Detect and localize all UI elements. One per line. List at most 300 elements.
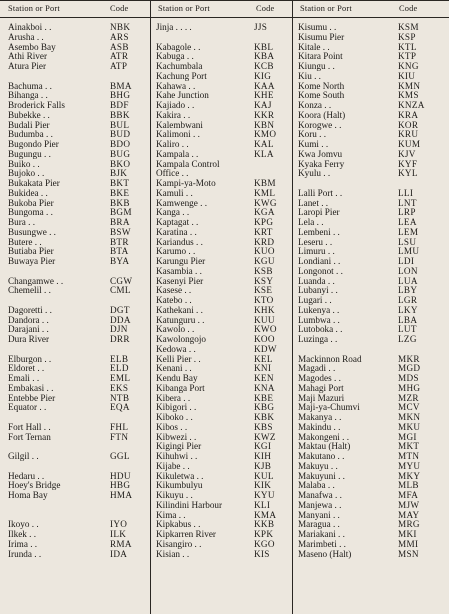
table-row: [0, 520, 449, 530]
station-code: KPG: [254, 217, 274, 227]
station-code: BBK: [110, 109, 130, 120]
station-code: LRP: [398, 207, 416, 218]
station-name: Ilkek . .: [8, 529, 37, 539]
table-top-rule: [0, 0, 449, 1]
station-name: Arusha . .: [8, 31, 44, 42]
station-code: BJK: [110, 168, 128, 179]
station-code: MFA: [398, 490, 419, 500]
station-name: Hoey's Bridge: [8, 480, 61, 491]
table-row: [0, 433, 449, 443]
column-header-code: Code: [256, 4, 275, 13]
table-row: [0, 296, 449, 306]
station-name: Budumba . .: [8, 129, 53, 140]
station-name: Maragua . .: [298, 519, 340, 530]
table-row: [0, 316, 449, 326]
station-name: Lanet . .: [298, 197, 329, 208]
station-name: Koru . .: [298, 129, 327, 140]
table-row: [0, 374, 449, 384]
station-name: Kampi-ya-Moto: [156, 178, 216, 188]
table-row: [0, 160, 449, 170]
station-name: Maktau (Halt): [298, 441, 351, 452]
station-code: ATR: [110, 51, 129, 62]
station-name: Kawolo . .: [156, 324, 195, 335]
station-code: MKT: [398, 441, 420, 452]
station-code: FHL: [110, 421, 129, 432]
column-header-code: Code: [110, 4, 129, 13]
station-code: MSN: [398, 548, 419, 559]
station-name: Bugungu . .: [8, 148, 51, 159]
station-name: Kalembwani: [156, 119, 203, 130]
station-name: Bura . .: [8, 217, 36, 227]
station-name: Ainakboi . .: [8, 22, 52, 32]
station-code: KIK: [254, 480, 272, 491]
column-header-code: Code: [399, 4, 418, 13]
column-header-station: Station or Port: [158, 4, 210, 13]
station-name: Hedaru . .: [8, 470, 45, 481]
table-row: [0, 101, 449, 111]
station-code: KSB: [254, 265, 273, 276]
station-code: MHG: [398, 382, 421, 393]
station-code: CML: [110, 285, 131, 296]
station-code: LUT: [398, 324, 417, 335]
station-code: RMA: [110, 538, 132, 549]
station-name: Bachuma . .: [8, 80, 52, 91]
station-name: Kendu Bay: [156, 373, 198, 383]
station-code: KRT: [254, 226, 273, 237]
station-name: Chemelil . .: [8, 285, 51, 296]
station-name: Office . .: [156, 168, 189, 179]
station-code: KEL: [254, 353, 273, 364]
station-code: KTP: [398, 51, 417, 62]
station-code: KAJ: [254, 100, 272, 110]
station-code: KBA: [254, 51, 275, 62]
station-name: Bukoba Pier: [8, 197, 54, 208]
table-row: [0, 121, 449, 131]
station-code: BKT: [110, 178, 130, 188]
station-name: Atura Pier: [8, 61, 47, 71]
station-name: Gilgil . .: [8, 451, 39, 461]
station-code: BUD: [110, 129, 131, 140]
station-code: KGO: [254, 538, 275, 549]
station-name: Maseno (Halt): [298, 548, 352, 559]
station-name: Makutano . .: [298, 451, 345, 461]
station-code: EML: [110, 373, 131, 383]
station-name: Kipkabus . .: [156, 519, 201, 530]
station-name: Kachumbala: [156, 61, 203, 71]
station-name: Emali . .: [8, 373, 40, 383]
station-code: IDA: [110, 548, 128, 559]
station-code: KGU: [254, 256, 275, 266]
station-column-3: [0, 23, 449, 559]
station-name: Marimbeti . .: [298, 538, 346, 549]
station-code: DGT: [110, 304, 130, 315]
station-code: LMU: [398, 246, 420, 257]
station-name: Kawolongojo: [156, 334, 207, 344]
station-code: NBK: [110, 22, 131, 32]
station-code: KIS: [254, 548, 270, 559]
station-code: KPK: [254, 529, 274, 539]
station-code: KBL: [254, 41, 274, 52]
station-name: Mackinnon Road: [298, 353, 362, 364]
station-code: BMA: [110, 80, 132, 91]
station-code: NTB: [110, 392, 130, 403]
station-code: KLI: [254, 499, 271, 510]
station-name: Bugondo Pier: [8, 139, 59, 149]
table-row: [0, 111, 449, 121]
column-header-station: Station or Port: [8, 4, 60, 13]
table-row: [0, 394, 449, 404]
station-code: KNG: [398, 61, 419, 71]
station-name: Bukidea . .: [8, 187, 48, 198]
station-name: Buiko . .: [8, 158, 40, 169]
station-code: MKY: [398, 470, 421, 481]
table-row: [0, 140, 449, 150]
station-code: ASB: [110, 41, 129, 52]
station-name: Bujoko . .: [8, 168, 45, 179]
station-name: Kariandus . .: [156, 236, 203, 247]
table-row: [0, 550, 449, 560]
station-name: Busungwe . .: [8, 226, 56, 237]
station-code: KTO: [254, 295, 274, 305]
station-code: LZG: [398, 334, 417, 344]
station-code: HBG: [110, 480, 131, 491]
station-code: IYO: [110, 519, 128, 530]
station-name: Bubekke . .: [8, 109, 50, 120]
station-code: KYF: [398, 158, 418, 169]
station-name: Manyani . .: [298, 509, 340, 520]
station-name: Kamuli . .: [156, 187, 193, 198]
station-name: Kikuletwa . .: [156, 470, 204, 481]
station-code: KIG: [254, 70, 272, 81]
station-name: Lalli Port . .: [298, 187, 343, 198]
station-name: Kamwenge . .: [156, 197, 208, 208]
station-code: LSU: [398, 236, 417, 247]
station-name: Makuyu . .: [298, 460, 338, 471]
station-name: Kibos . .: [156, 421, 188, 432]
station-code: LDI: [398, 256, 415, 266]
station-name: Londiani . .: [298, 256, 341, 266]
table-row: [0, 247, 449, 257]
station-name: Kibigori . .: [156, 402, 197, 413]
station-code: KGI: [254, 441, 272, 452]
station-name: Karatina . .: [156, 226, 197, 237]
station-name: Butere . .: [8, 236, 42, 247]
station-code: LEA: [398, 217, 417, 227]
station-code: KJB: [254, 460, 272, 471]
station-code: BKB: [110, 197, 130, 208]
station-code: KWZ: [254, 431, 276, 442]
table-row: [0, 82, 449, 92]
station-code: EKS: [110, 382, 129, 393]
table-row: [0, 355, 449, 365]
station-code: KSP: [398, 31, 416, 42]
station-name: Katunguru . .: [156, 314, 205, 325]
table-row: [0, 52, 449, 62]
station-code: KUU: [254, 314, 275, 325]
table-row: [0, 33, 449, 43]
station-name: Kibwezi . .: [156, 431, 197, 442]
station-code: KMN: [398, 80, 421, 91]
station-code: MCV: [398, 402, 420, 413]
station-name: Entebbe Pier: [8, 392, 56, 403]
station-code: DDA: [110, 314, 131, 325]
station-name: Makongeni . .: [298, 431, 350, 442]
station-code: JJS: [254, 22, 268, 32]
station-code: MMI: [398, 538, 419, 549]
station-code: DJN: [110, 324, 128, 335]
station-name: Fort Ternan: [8, 431, 51, 442]
station-code: BYA: [110, 256, 130, 266]
station-code: MKR: [398, 353, 420, 364]
table-row: [0, 286, 449, 296]
station-code: BUG: [110, 148, 131, 159]
station-name: Koora (Halt): [298, 109, 346, 120]
station-code: BKO: [110, 158, 131, 169]
station-code: KBM: [254, 178, 276, 188]
table-row: [0, 364, 449, 374]
station-name: Makanya . .: [298, 412, 342, 422]
station-name: Kakira . .: [156, 109, 191, 120]
station-code: KSM: [398, 22, 419, 32]
station-code: BRA: [110, 217, 130, 227]
table-row: [0, 413, 449, 423]
station-code: LUA: [398, 275, 418, 286]
station-name: Bungoma . .: [8, 207, 53, 218]
station-name: Kasenyi Pier: [156, 275, 204, 286]
station-code: BDO: [110, 139, 131, 149]
station-code: KMS: [398, 90, 419, 101]
station-name: Dagoretti . .: [8, 304, 52, 315]
station-name: Dandora . .: [8, 314, 49, 325]
station-name: Maji-ya-Chumvi: [298, 402, 360, 413]
station-code: MGD: [398, 363, 421, 374]
station-code: KUM: [398, 139, 421, 149]
table-row: [0, 501, 449, 511]
station-name: Katebo . .: [156, 295, 192, 305]
station-name: Irunda . .: [8, 548, 42, 559]
station-code: ILK: [110, 529, 127, 539]
station-name: Kigingi Pier: [156, 441, 202, 452]
station-code: KSY: [254, 275, 274, 286]
station-name: Irima . .: [8, 538, 38, 549]
station-name: Ikoyo . .: [8, 519, 39, 530]
station-name: Kwa Jomvu: [298, 148, 343, 159]
station-code: KMA: [254, 509, 277, 520]
station-name: Kajiado . .: [156, 100, 195, 110]
station-code: KTL: [398, 41, 417, 52]
station-code: LEM: [398, 226, 419, 237]
station-code: MDS: [398, 373, 419, 383]
station-code: KCB: [254, 61, 274, 71]
station-code: KML: [254, 187, 276, 198]
station-code: KRU: [398, 129, 419, 140]
station-name: Budali Pier: [8, 119, 50, 130]
station-name: Kikuyu . .: [156, 490, 193, 500]
station-name: Kima . .: [156, 509, 186, 520]
station-code: KOO: [254, 334, 275, 344]
station-code: KUL: [254, 470, 274, 481]
station-name: Eldoret . .: [8, 363, 45, 374]
station-name: Lumbwa . .: [298, 314, 340, 325]
station-name: Korogwe . .: [298, 119, 342, 130]
station-code: KOR: [398, 119, 419, 130]
station-name: Magodes . .: [298, 373, 341, 383]
station-code: MKI: [398, 529, 417, 539]
station-name: Buwaya Pier: [8, 256, 56, 266]
station-name: Kedowa . .: [156, 343, 196, 354]
table-row: [0, 189, 449, 199]
station-code: ELB: [110, 353, 129, 364]
station-name: Kisangiro . .: [156, 538, 202, 549]
station-name: Maji Mazuri: [298, 392, 345, 403]
station-name: Dura River: [8, 334, 50, 344]
station-code: KNI: [254, 363, 272, 374]
station-name: Butiaba Pier: [8, 246, 54, 257]
station-name: Fort Hall . .: [8, 421, 51, 432]
station-code: ATP: [110, 61, 128, 71]
station-code: KHK: [254, 304, 275, 315]
station-name: Kitara Point: [298, 51, 343, 62]
station-code: GGL: [110, 451, 130, 461]
station-code: KDW: [254, 343, 277, 354]
station-name: Kumi . .: [298, 139, 329, 149]
table-row: [0, 403, 449, 413]
station-name: Kikumbulyu: [156, 480, 203, 491]
table-row: [0, 472, 449, 482]
station-code: KIU: [398, 70, 416, 81]
station-name: Makuyuni . .: [298, 470, 345, 481]
station-code: KIH: [254, 451, 272, 461]
station-code: BKE: [110, 187, 130, 198]
station-code: LKY: [398, 304, 418, 315]
table-row: [0, 228, 449, 238]
station-name: Kabuga . .: [156, 51, 194, 62]
station-name: Kalimoni . .: [156, 129, 200, 140]
station-name: Kome South: [298, 90, 345, 101]
station-name: Kenani . .: [156, 363, 192, 374]
station-code: KKR: [254, 109, 275, 120]
station-name: Leseru . .: [298, 236, 333, 247]
station-name: Kahe Junction: [156, 90, 209, 101]
table-row: [0, 208, 449, 218]
station-code: KMO: [254, 129, 277, 140]
station-name: Lembeni . .: [298, 226, 340, 237]
station-code: BDF: [110, 100, 129, 110]
station-name: Darajani . .: [8, 324, 49, 335]
station-code: MYU: [398, 460, 421, 471]
station-code: CGW: [110, 275, 133, 286]
station-name: Equator . .: [8, 402, 47, 413]
station-name: Luzinga . .: [298, 334, 338, 344]
station-code: BHG: [110, 90, 131, 101]
station-name: Mahagi Port: [298, 382, 344, 393]
station-code: ELD: [110, 363, 129, 374]
station-name: Laropi Pier: [298, 207, 340, 218]
station-code: KBE: [254, 392, 274, 403]
station-code: EQA: [110, 402, 130, 413]
station-name: Kaptagat . .: [156, 217, 199, 227]
station-code: BSW: [110, 226, 131, 237]
station-code: KBK: [254, 412, 275, 422]
station-name: Limuru . .: [298, 246, 335, 257]
table-row: [0, 169, 449, 179]
station-name: Karumo . .: [156, 246, 196, 257]
station-code: KYU: [254, 490, 275, 500]
station-code: KKB: [254, 519, 275, 530]
station-code: KRD: [254, 236, 275, 247]
table-row: [0, 43, 449, 53]
station-code: BUL: [110, 119, 130, 130]
table-row: [0, 442, 449, 452]
station-code: KSE: [254, 285, 273, 296]
table-row: [0, 277, 449, 287]
station-name: Changamwe . .: [8, 275, 64, 286]
station-code: KAA: [254, 80, 275, 91]
table-row: [0, 150, 449, 160]
station-name: Bihanga . .: [8, 90, 48, 101]
station-name: Lubanyi . .: [298, 285, 338, 296]
header-bottom-rule: [0, 17, 449, 18]
station-name: Bukakata Pier: [8, 178, 60, 188]
station-code: LBA: [398, 314, 418, 325]
station-code: LLI: [398, 187, 414, 198]
station-name: Kyaka Ferry: [298, 158, 345, 169]
station-name: Athi River: [8, 51, 48, 62]
station-code: LGR: [398, 295, 418, 305]
station-name: Jinja . . . .: [156, 22, 192, 32]
station-name: Kitale . .: [298, 41, 330, 52]
station-code: LNT: [398, 197, 417, 208]
table-row: [0, 423, 449, 433]
table-row: [0, 199, 449, 209]
station-name: Kome North: [298, 80, 345, 91]
table-row: [0, 91, 449, 101]
station-code: KNZA: [398, 100, 425, 110]
station-name: Kampala . .: [156, 148, 199, 159]
table-row: [0, 325, 449, 335]
station-code: KBG: [254, 402, 275, 413]
station-name: Kijabe . .: [156, 460, 190, 471]
station-name: Broderick Falls: [8, 100, 65, 110]
station-name: Kasese . .: [156, 285, 192, 296]
station-code: HDU: [110, 470, 131, 481]
station-code: KBN: [254, 119, 275, 130]
table-row: [0, 384, 449, 394]
station-name: Konza . .: [298, 100, 332, 110]
station-code: ARS: [110, 31, 129, 42]
station-code: KUO: [254, 246, 275, 257]
station-code: KAL: [254, 139, 274, 149]
station-code: KLA: [254, 148, 274, 159]
station-name: Kasambia . .: [156, 265, 202, 276]
table-row: [0, 345, 449, 355]
station-code: MKU: [398, 421, 421, 432]
table-row: [0, 267, 449, 277]
table-row: [0, 530, 449, 540]
station-code: HMA: [110, 490, 133, 500]
station-name: Kachung Port: [156, 70, 207, 81]
table-row: [0, 130, 449, 140]
station-name: Luanda . .: [298, 275, 335, 286]
station-name: Embakasi . .: [8, 382, 54, 393]
station-name: Lela . .: [298, 217, 324, 227]
table-row: [0, 23, 449, 33]
station-code: BTA: [110, 246, 129, 257]
station-name: Kyulu . .: [298, 168, 331, 179]
table-row: [0, 462, 449, 472]
station-name: Kisumu Pier: [298, 31, 345, 42]
table-row: [0, 335, 449, 345]
